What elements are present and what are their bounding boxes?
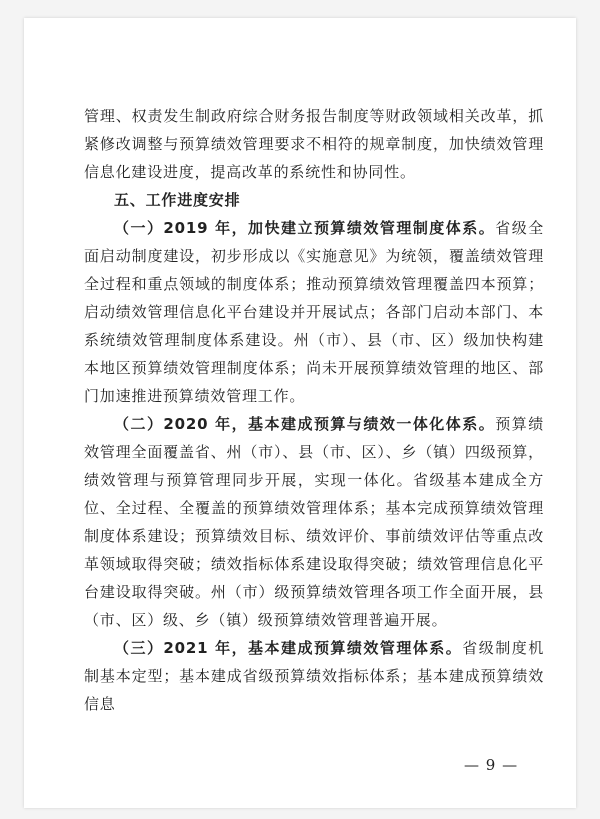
item-lead: （二）2020 年，基本建成预算与绩效一体化体系。 bbox=[114, 415, 496, 433]
continuation-paragraph: 管理、权责发生制政府综合财务报告制度等财政领域相关改革，抓紧修改调整与预算绩效管理要求不相符的规章制度，加快绩效管理信息化建设进度，提高改革的系统性和协同性。 bbox=[84, 107, 544, 181]
list-item bbox=[84, 410, 544, 634]
list-item bbox=[84, 634, 544, 718]
document-body bbox=[84, 102, 544, 718]
list-item bbox=[84, 214, 544, 410]
document-page bbox=[24, 18, 576, 808]
item-body: 省级全面启动制度建设，初步形成以《实施意见》为统领，覆盖绩效管理全过程和重点领域的制度体系；推动预算绩效管理覆盖四本预算；启动绩效管理信息化平台建设并开展试点；各部门启动本部门、本系统绩效管理制度体系建设。州（市）、县（市、区）级加快构建本地区预算绩效管理制度体系；尚未开展预算绩效管理的地区、部门加速推进预算绩效管理工作。 bbox=[84, 219, 544, 405]
item-lead: （三）2021 年，基本建成预算绩效管理体系。 bbox=[114, 639, 463, 657]
item-body: 省级制度机制基本定型；基本建成省级预算绩效指标体系；基本建成预算绩效信息 bbox=[84, 639, 544, 713]
item-body: 预算绩效管理全面覆盖省、州（市）、县（市、区）、乡（镇）四级预算，绩效管理与预算管理同步开展，实现一体化。省级基本建成全方位、全过程、全覆盖的预算绩效管理体系；基本完成预算绩效管理制度体系建设；预算绩效目标、绩效评价、事前绩效评估等重点改革领域取得突破；绩效指标体系建设取得突破；绩效管理信息化平台建设取得突破。州（市）级预算绩效管理各项工作全面开展，县（市、区）级、乡（镇）级预算绩效管理普遍开展。 bbox=[84, 415, 544, 629]
page-number: — 9 — bbox=[464, 756, 519, 774]
item-lead: （一）2019 年，加快建立预算绩效管理制度体系。 bbox=[114, 219, 496, 237]
section-heading: 五、工作进度安排 bbox=[114, 191, 241, 209]
